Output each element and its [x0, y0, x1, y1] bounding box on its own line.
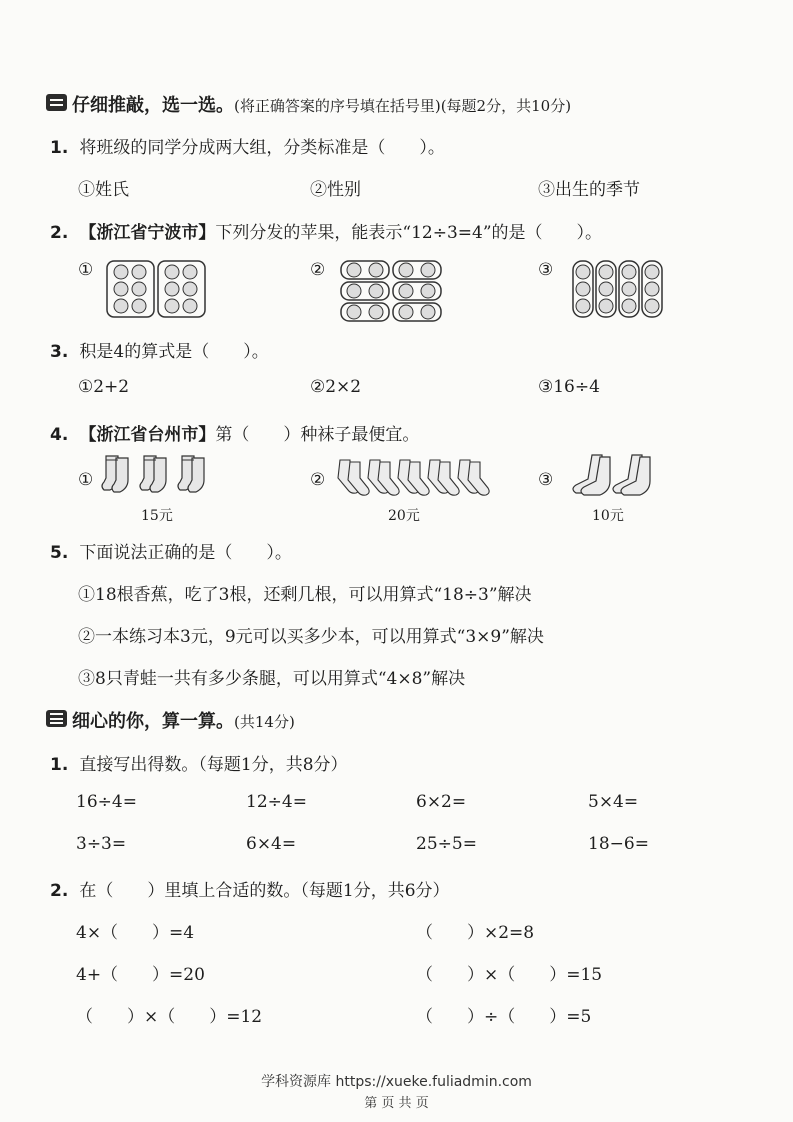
section-icon-1: [46, 94, 67, 111]
q4-price-3: 10元: [592, 508, 624, 524]
question-number: 1.: [50, 138, 69, 158]
calc-item: 6×2=: [416, 792, 467, 812]
q3-option-2: ②2×2: [310, 377, 362, 397]
section-2-title: [72, 707, 295, 733]
section-1-title: [72, 91, 571, 117]
question-4: [50, 420, 419, 445]
apple-group-option-2: [340, 260, 442, 322]
section-1-note: (将正确答案的序号填在括号里)(每题2分，共10分): [234, 97, 572, 115]
fill-blank-item: （ ）×（ ）=15: [416, 965, 603, 985]
q5-option-1: ①18根香蕉，吃了3根，还剩几根，可以用算式“18÷3”解决: [78, 585, 532, 605]
fill-blank-item: （ ）÷（ ）=5: [416, 1007, 592, 1027]
q1-option-2: ②性别: [310, 180, 361, 200]
question-number: 2.: [50, 881, 69, 901]
section-2-note: (共14分): [234, 713, 295, 731]
section-1-title-text: 仔细推敲，选一选。: [72, 95, 234, 116]
q3-option-3: ③16÷4: [538, 377, 600, 397]
question-text: 下面说法正确的是（ ）。: [79, 543, 292, 563]
calc-item: 5×4=: [588, 792, 639, 812]
question-1: [50, 133, 445, 158]
q4-label-1: ①: [78, 470, 94, 490]
calc-question-2: [50, 876, 450, 901]
sock-set-1-icon: [100, 454, 216, 498]
q5-option-3: ③8只青蛙一共有多少条腿，可以用算式“4×8”解决: [78, 669, 466, 689]
calc-item: 6×4=: [246, 834, 297, 854]
section-icon-2: [46, 710, 67, 727]
calc-item: 12÷4=: [246, 792, 307, 812]
q4-price-2: 20元: [388, 508, 420, 524]
question-number: 2.: [50, 223, 69, 243]
question-text: 积是4的算式是（ ）。: [79, 342, 269, 362]
question-text: 下列分发的苹果，能表示“12÷3=4”的是（ ）。: [215, 223, 603, 243]
q2-label-3: ③: [538, 260, 554, 280]
question-text: 直接写出得数。（每题1分，共8分）: [79, 755, 348, 775]
calc-item: 25÷5=: [416, 834, 477, 854]
fill-blank-item: （ ）×2=8: [416, 923, 535, 943]
q4-price-1: 15元: [141, 508, 173, 524]
q1-option-3: ③出生的季节: [538, 180, 640, 200]
fill-blank-item: （ ）×（ ）=12: [76, 1007, 263, 1027]
calc-item: 16÷4=: [76, 792, 137, 812]
question-text: 在（ ）里填上合适的数。（每题1分，共6分）: [79, 881, 450, 901]
question-text: 将班级的同学分成两大组，分类标准是（ ）。: [79, 138, 445, 158]
section-2-title-text: 细心的你，算一算。: [72, 711, 234, 732]
question-5: [50, 538, 292, 563]
question-text: 第（ ）种袜子最便宜。: [215, 425, 420, 445]
calc-item: 3÷3=: [76, 834, 127, 854]
q2-label-2: ②: [310, 260, 326, 280]
question-number: 4.: [50, 425, 69, 445]
question-2: [50, 218, 602, 243]
apple-group-option-1: [106, 260, 206, 320]
fill-blank-item: 4×（ ）=4: [76, 923, 195, 943]
sock-set-2-icon: [336, 456, 486, 500]
question-number: 1.: [50, 755, 69, 775]
question-number: 3.: [50, 342, 69, 362]
footer-source: 学科资源库 https://xueke.fuliadmin.com: [261, 1074, 532, 1090]
calc-question-1: [50, 750, 348, 775]
q2-label-1: ①: [78, 260, 94, 280]
q3-option-1: ①2+2: [78, 377, 130, 397]
q5-option-2: ②一本练习本3元，9元可以买多少本，可以用算式“3×9”解决: [78, 627, 544, 647]
question-3: [50, 337, 269, 362]
region-tag: 【浙江省宁波市】: [79, 223, 216, 243]
apple-group-option-3: [572, 260, 664, 320]
question-number: 5.: [50, 543, 69, 563]
fill-blank-item: 4+（ ）=20: [76, 965, 205, 985]
calc-item: 18−6=: [588, 834, 649, 854]
q4-label-3: ③: [538, 470, 554, 490]
sock-set-3-icon: [570, 453, 660, 499]
footer-page: 第 页 共 页: [364, 1096, 429, 1111]
region-tag: 【浙江省台州市】: [79, 425, 216, 445]
q4-label-2: ②: [310, 470, 326, 490]
q1-option-1: ①姓氏: [78, 180, 129, 200]
